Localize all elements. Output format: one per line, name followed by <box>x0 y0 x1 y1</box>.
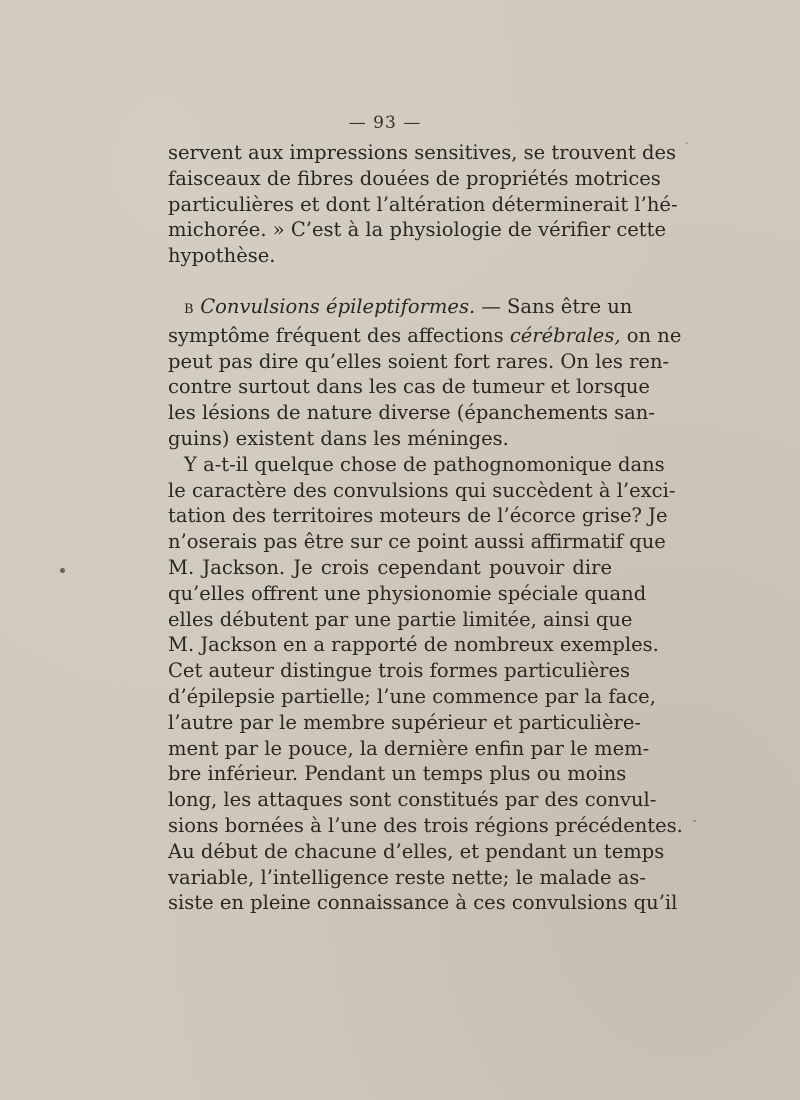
text-line: Y a-t-il quelque chose de pathognomonique dans <box>184 452 665 476</box>
text-line: faisceaux de fibres douées de propriétés motrices <box>168 166 661 190</box>
text-line: ment par le pouce, la dernière enfin par le mem- <box>168 736 650 760</box>
paragraph-jackson <box>168 452 683 916</box>
text-line: M. Jackson. Je crois cependant pouvoir dire <box>168 555 612 579</box>
section-heading-line <box>168 294 633 323</box>
paper-speck <box>60 568 65 573</box>
heading-line-rest: — Sans être un <box>481 295 633 318</box>
paragraph-continuation <box>168 140 678 269</box>
section-heading: Convulsions épileptiformes. <box>200 295 476 318</box>
text-fragment: symptôme fréquent des affections <box>168 323 504 347</box>
text-line: michorée. » C’est à la physiologie de vérifier cette <box>168 218 667 242</box>
page-number: — 93 — <box>348 113 422 133</box>
text-line: long, les attaques sont constitués par des convul- <box>168 788 657 812</box>
text-line: M. Jackson en a rapporté de nombreux exemples. <box>168 633 659 657</box>
text-line: d’épilepsie partielle; l’une commence par la face, <box>168 684 656 708</box>
text-line <box>168 323 682 349</box>
text-line: l’autre par le membre supérieur et particulière- <box>168 710 641 734</box>
text-line: n’oserais pas être sur ce point aussi affirmatif que <box>168 530 666 554</box>
text-line: servent aux impressions sensitives, se trouvent des <box>168 141 676 164</box>
text-line: hypothèse. <box>168 244 276 268</box>
paper-speck <box>693 820 696 822</box>
section-convulsions <box>168 294 683 916</box>
text-line: contre surtout dans les cas de tumeur et lorsque <box>168 375 650 399</box>
text-line: bre inférieur. Pendant un temps plus ou moins <box>168 762 627 786</box>
paper-speck <box>686 142 688 144</box>
text-line: peut pas dire qu’elles soient fort rares. On les ren- <box>168 349 670 373</box>
text-line: qu’elles offrent une physionomie spéciale quand <box>168 581 647 605</box>
text-line: sions bornées à l’une des trois régions précédentes. <box>168 813 683 837</box>
text-line: siste en pleine connaissance à ces convulsions qu’il <box>168 891 678 915</box>
italic-term: cérébrales, <box>509 323 621 347</box>
text-line: Au début de chacune d’elles, et pendant un temps <box>168 839 665 863</box>
text-line: tation des territoires moteurs de l’écorce grise? Je <box>168 504 668 528</box>
text-line: guins) existent dans les méninges. <box>168 426 509 450</box>
text-line: le caractère des convulsions qui succèdent à l’exci- <box>168 478 676 502</box>
text-line: les lésions de nature diverse (épanchements san- <box>168 401 655 425</box>
section-letter: B <box>184 302 195 317</box>
text-line: particulières et dont l’altération déterminerait l’hé- <box>168 192 678 216</box>
text-fragment: on ne <box>626 323 682 347</box>
text-line: variable, l’intelligence reste nette; le malade as- <box>168 865 646 889</box>
text-line: elles débutent par une partie limitée, ainsi que <box>168 607 633 631</box>
text-line: Cet auteur distingue trois formes particulières <box>168 659 630 683</box>
